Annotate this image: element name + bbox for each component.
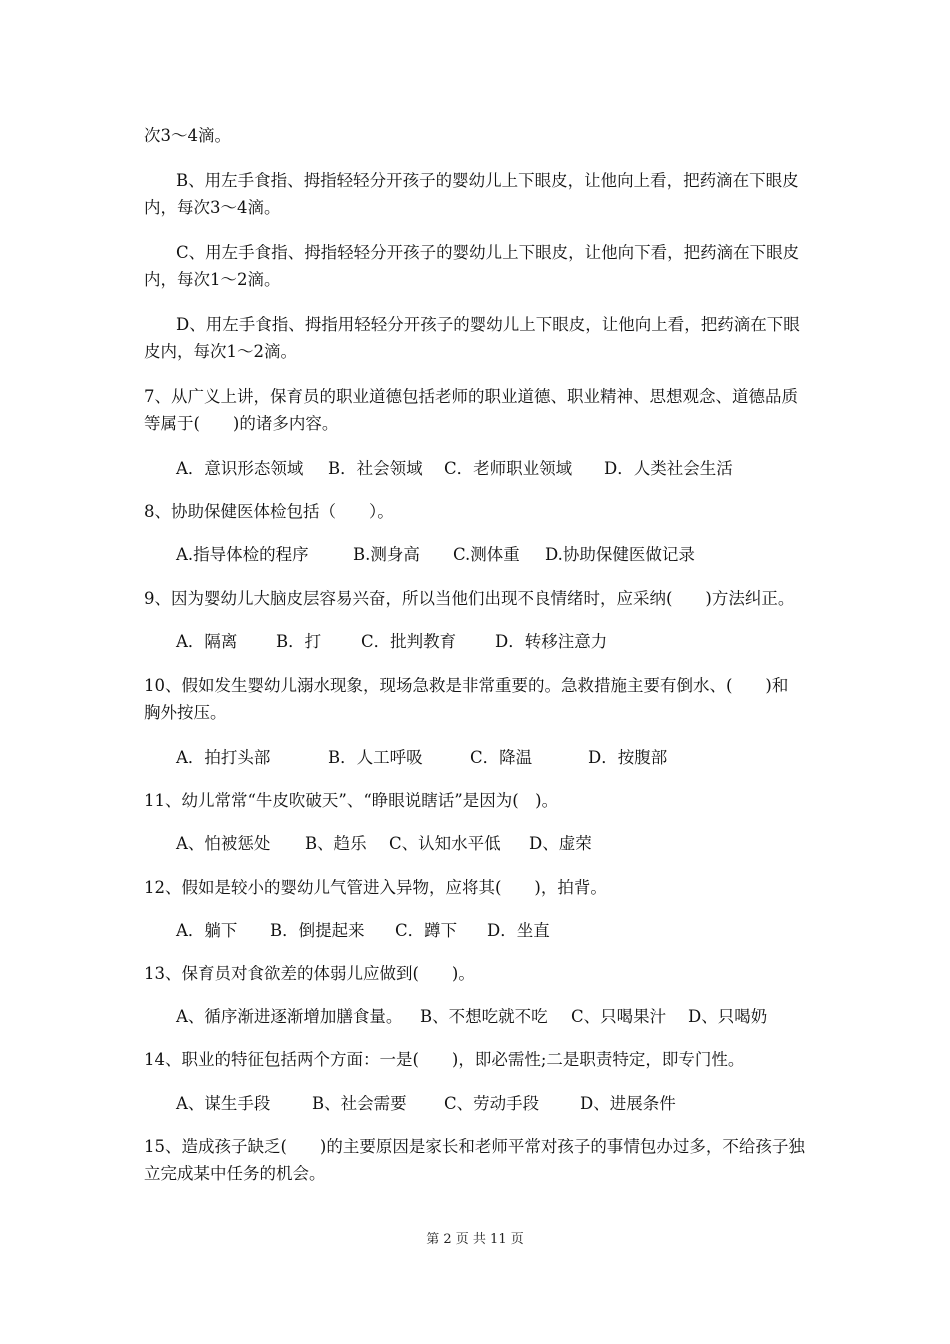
question-14-line1: 14、职业的特征包括两个方面：一是( )，即必需性;二是职责特定，即专门性。 [144,1050,745,1069]
option-c: C．蹲下 [395,921,458,940]
question-9-line1: 9、因为婴幼儿大脑皮层容易兴奋，所以当他们出现不良情绪时，应采纳( )方法纠正。 [144,589,795,608]
option-d: D、只喝奶 [688,1007,768,1026]
option-b: B．打 [276,632,322,651]
option-d: D．人类社会生活 [604,459,733,478]
question-11-line1: 11、幼儿常常“牛皮吹破天”、“睁眼说瞎话”是因为( )。 [144,791,559,810]
option-d-line1: D、用左手食指、拇指用轻轻分开孩子的婴幼儿上下眼皮，让他向上看，把药滴在下眼 [176,315,800,334]
option-a: A.指导体检的程序 [176,545,309,564]
option-c-line2: 内，每次1～2滴。 [144,270,281,289]
option-b: B、趋乐 [305,834,367,853]
option-b: B．人工呼吸 [328,748,423,767]
question-10-line1: 10、假如发生婴幼儿溺水现象，现场急救是非常重要的。急救措施主要有倒水、( )和 [144,676,789,695]
option-a: A、循序渐进逐渐增加膳食量。 [176,1007,403,1026]
question-12-line1: 12、假如是较小的婴幼儿气管进入异物，应将其( )，拍背。 [144,878,607,897]
option-d: D．按腹部 [588,748,668,767]
option-a: A．拍打头部 [176,748,271,767]
option-b-line2: 内，每次3～4滴。 [144,198,281,217]
option-b: B．倒提起来 [270,921,365,940]
option-a: A、谋生手段 [176,1094,271,1113]
option-b: B、不想吃就不吃 [420,1007,548,1026]
option-a: A．躺下 [176,921,238,940]
option-d: D．坐直 [487,921,550,940]
option-b-line1: B、用左手食指、拇指轻轻分开孩子的婴幼儿上下眼皮，让他向上看，把药滴在下眼皮 [176,171,799,190]
option-a: A．意识形态领域 [176,459,304,478]
option-c: C．降温 [470,748,533,767]
option-c: C、劳动手段 [444,1094,540,1113]
question-15-line2: 立完成某中任务的机会。 [144,1164,326,1183]
option-a: A、怕被惩处 [176,834,271,853]
option-b: B.测身高 [353,545,420,564]
question-8-line1: 8、协助保健医体检包括（ ）。 [144,502,394,521]
option-d-line2: 皮内，每次1～2滴。 [144,342,297,361]
option-b: B．社会领域 [328,459,423,478]
option-c: C．老师职业领域 [444,459,573,478]
option-c: C.测体重 [453,545,520,564]
option-d: D、虚荣 [529,834,592,853]
question-15-line1: 15、造成孩子缺乏( )的主要原因是家长和老师平常对孩子的事情包办过多，不给孩子独 [144,1137,805,1156]
option-a: A．隔离 [176,632,238,651]
option-c: C、认知水平低 [389,834,501,853]
option-c-line1: C、用左手食指、拇指轻轻分开孩子的婴幼儿上下眼皮，让他向下看，把药滴在下眼皮 [176,243,800,262]
question-10-line2: 胸外按压。 [144,703,227,722]
question-7-line2: 等属于( )的诸多内容。 [144,414,339,433]
option-b: B、社会需要 [312,1094,407,1113]
question-13-line1: 13、保育员对食欲差的体弱儿应做到( )。 [144,964,475,983]
option-d: D．转移注意力 [495,632,608,651]
option-d: D.协助保健医做记录 [545,545,695,564]
option-c: C．批判教育 [361,632,457,651]
page-footer: 第 2 页 共 11 页 [426,1232,524,1247]
option-a-tail: 次3～4滴。 [144,126,231,145]
option-d: D、进展条件 [580,1094,676,1113]
option-c: C、只喝果汁 [571,1007,667,1026]
question-7-line1: 7、从广义上讲，保育员的职业道德包括老师的职业道德、职业精神、思想观念、道德品质 [144,387,798,406]
